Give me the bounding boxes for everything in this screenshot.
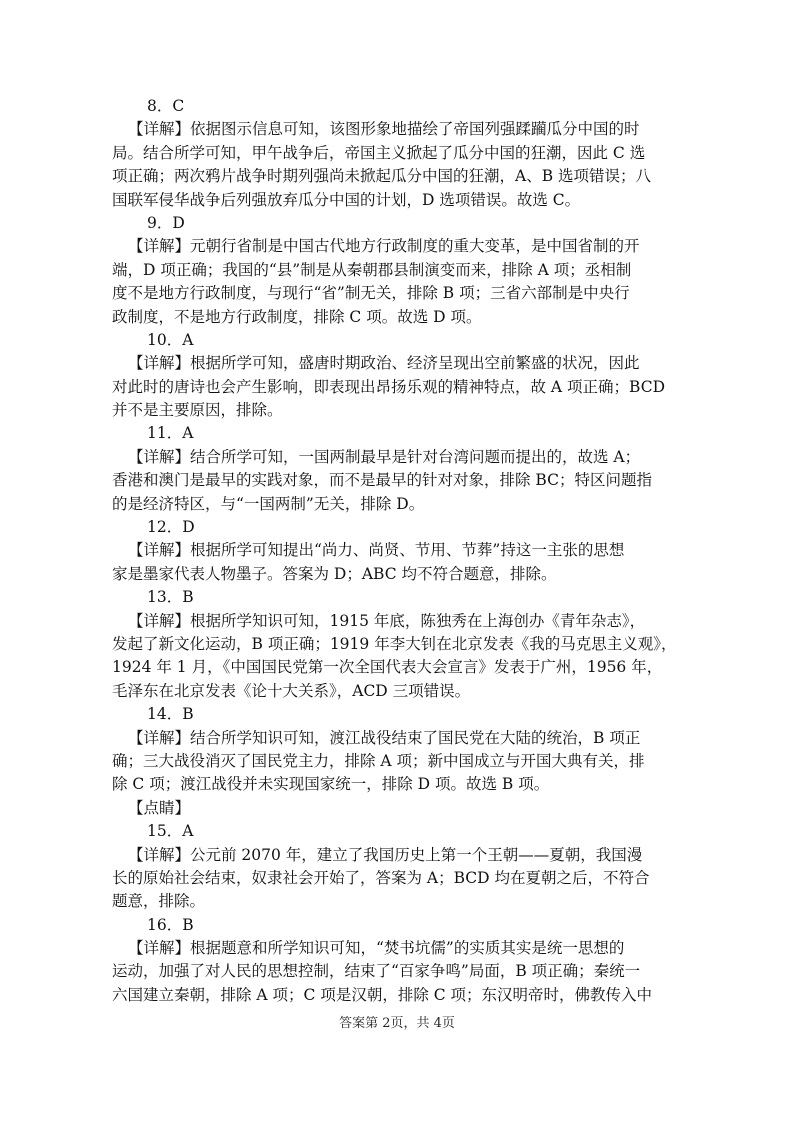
explanation-line: 端，D 项正确；我国的“县”制是从秦朝郡县制演变而来，排除 A 项；丞相制: [112, 260, 632, 279]
page-footer: 答案第 2页，共 4页: [339, 1016, 455, 1031]
explanation-line: 运动，加强了对人民的思想控制，结束了“百家争鸣”局面，B 项正确；秦统一: [112, 962, 641, 981]
explanation-line: 度不是地方行政制度，与现行“省”制无关，排除 B 项；三省六部制是中央行: [112, 284, 630, 303]
question-number: 13．B: [147, 588, 194, 607]
explanation-line: 【详解】根据所学可知提出“尚力、尚贤、节用、节葬”持这一主张的思想: [128, 541, 625, 560]
explanation-line: 并不是主要原因，排除。: [112, 401, 283, 420]
question-number: 9．D: [147, 213, 185, 232]
explanation-line: 局。结合所学可知，甲午战争后，帝国主义掀起了瓜分中国的狂潮，因此 C 选: [112, 143, 646, 162]
answer-page: [112, 95, 687, 1007]
explanation-line: 确；三大战役消灭了国民党主力，排除 A 项；新中国成立与开国大典有关，排: [112, 751, 645, 770]
explanation-line: 【详解】元朝行省制是中国古代地方行政制度的重大变革，是中国省制的开: [128, 237, 640, 256]
explanation-line: 【详解】依据图示信息可知，该图形象地描绘了帝国列强蹂躏瓜分中国的时: [128, 120, 640, 139]
question-number: 11．A: [147, 424, 194, 443]
explanation-line: 题意，排除。: [112, 892, 206, 911]
explanation-line: 国联军侵华战争后列强放弃瓜分中国的计划，D 选项错误。故选 C。: [112, 190, 581, 209]
explanation-line: 【点睛】: [128, 798, 191, 817]
question-number: 15．A: [147, 822, 194, 841]
explanation-line: 毛泽东在北京发表《论十大关系》，ACD 三项错误。: [112, 681, 471, 700]
question-number: 8．C: [147, 97, 185, 115]
explanation-line: 除 C 项；渡江战役并未实现国家统一，排除 D 项。故选 B 项。: [112, 775, 550, 794]
question-number: 10．A: [147, 330, 194, 349]
explanation-line: 发起了新文化运动，B 项正确；1919 年李大钊在北京发表《我的马克思主义观》，: [112, 634, 677, 653]
explanation-line: 【详解】根据所学知识可知，1915 年底，陈独秀在上海创办《青年杂志》，: [128, 611, 646, 630]
question-number: 14．B: [147, 705, 194, 724]
explanation-line: 1924 年 1 月，《中国国民党第一次全国代表大会宣言》发表于广州，1956 年，: [112, 658, 663, 677]
explanation-line: 【详解】根据题意和所学知识可知，“焚书坑儒”的实质其实是统一思想的: [128, 939, 625, 958]
explanation-line: 家是墨家代表人物墨子。答案为 D；ABC 均不符合题意，排除。: [112, 564, 557, 583]
question-number: 12．D: [147, 518, 195, 537]
explanation-line: 对此时的唐诗也会产生影响，即表现出昂扬乐观的精神特点，故 A 项正确；BCD: [112, 377, 666, 396]
explanation-line: 项正确；两次鸦片战争时期列强尚未掀起瓜分中国的狂潮，A、B 选项错误；八: [112, 167, 652, 186]
explanation-line: 【详解】结合所学知识可知，渡江战役结束了国民党在大陆的统治，B 项正: [128, 728, 641, 747]
explanation-line: 【详解】公元前 2070 年，建立了我国历史上第一个王朝——夏朝，我国漫: [128, 845, 643, 864]
explanation-line: 六国建立秦朝，排除 A 项；C 项是汉朝，排除 C 项；东汉明帝时，佛教传入中: [112, 985, 653, 1004]
explanation-line: 香港和澳门是最早的实践对象，而不是最早的针对对象，排除 BC；特区问题指: [112, 471, 652, 490]
explanation-line: 【详解】结合所学可知，一国两制最早是针对台湾问题而提出的，故选 A；: [128, 447, 641, 466]
explanation-line: 长的原始社会结束，奴隶社会开始了，答案为 A；BCD 均在夏朝之后，不符合: [112, 868, 650, 887]
question-number: 16．B: [147, 915, 194, 934]
explanation-line: 的是经济特区，与“一国两制”无关，排除 D。: [112, 494, 425, 513]
explanation-line: 【详解】根据所学可知，盛唐时期政治、经济呈现出空前繁盛的状况，因此: [128, 354, 640, 373]
explanation-line: 政制度，不是地方行政制度，排除 C 项。故选 D 项。: [112, 307, 482, 326]
